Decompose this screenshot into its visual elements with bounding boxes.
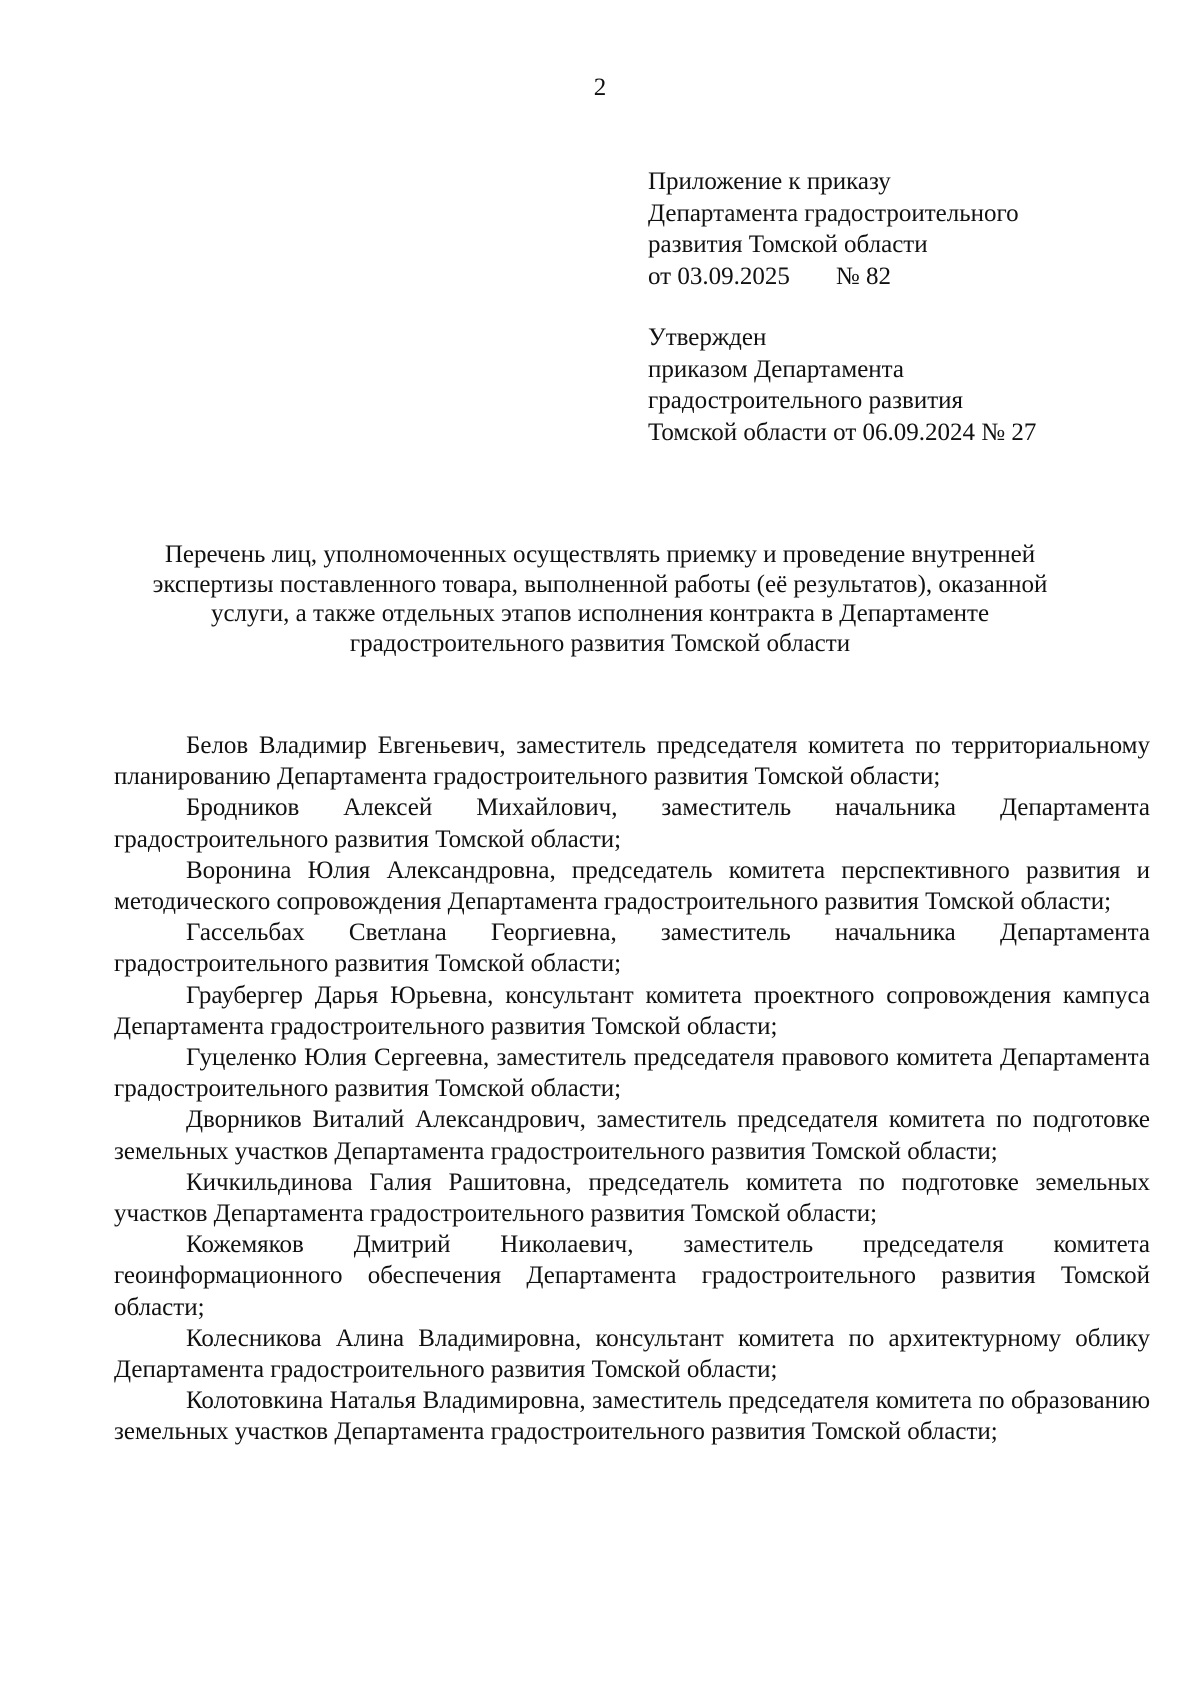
appendix-line: Приложение к приказу: [648, 168, 891, 195]
title-line: градостроительного развития Томской области: [349, 629, 851, 657]
title-line: Перечень лиц, уполномоченных осуществлять приемку и проведение внутренней: [164, 541, 1036, 568]
appendix-date-line: [648, 261, 1168, 293]
person-entry: Бродников Алексей Михайлович, заместитель начальника Департамента градостроительного развития Томской области;: [114, 794, 1150, 853]
person-entry: Колесникова Алина Владимировна, консультант комитета по архитектурному облику Департамента градостроительного развития Томской области;: [114, 1324, 1150, 1384]
person-entry: Кожемяков Дмитрий Николаевич, заместитель председателя комитета геоинформационного обеспечения Департамента градостроительного развития Томской области;: [114, 1231, 1150, 1321]
title-line: экспертизы поставленного товара, выполненной работы (её результатов), оказанной: [152, 570, 1048, 598]
appendix-line: развития Томской области: [648, 231, 928, 258]
page-number: 2: [593, 74, 607, 101]
approved-line: приказом Департамента: [648, 355, 904, 383]
appendix-number: № 82: [835, 262, 891, 290]
person-entry: Колотовкина Наталья Владимировна, заместитель председателя комитета по образованию земельных участков Департамента градостроительного развития Томской области;: [114, 1387, 1150, 1446]
person-entry: Белов Владимир Евгеньевич, заместитель председателя комитета по территориальному планированию Департамента градостроительного развития Томской области;: [114, 732, 1150, 791]
approved-block: [648, 322, 1168, 448]
person-entry: Воронина Юлия Александровна, председатель комитета перспективного развития и методического сопровождения Департамента градостроительного развития Томской области;: [114, 856, 1150, 916]
person-entry: Граубергер Дарья Юрьевна, консультант комитета проектного сопровождения кампуса Департамента градостроительного развития Томской области;: [114, 981, 1150, 1040]
title-line: услуги, а также отдельных этапов исполнения контракта в Департаменте: [210, 600, 990, 627]
approved-line: Утвержден: [648, 324, 767, 351]
person-entry: Гуцеленко Юлия Сергеевна, заместитель председателя правового комитета Департамента градостроительного развития Томской области;: [114, 1044, 1150, 1103]
appendix-line: Департамента градостроительного: [648, 199, 1019, 227]
appendix-block: [648, 166, 1168, 292]
approved-line: градостроительного развития: [648, 387, 964, 414]
person-entry: Гассельбах Светлана Георгиевна, заместитель начальника Департамента градостроительного развития Томской области;: [114, 919, 1150, 978]
persons-list: [114, 730, 1150, 1448]
person-entry: Дворников Виталий Александрович, заместитель председателя комитета по подготовке земельных участков Департамента градостроительного развития Томской области;: [114, 1106, 1150, 1165]
appendix-date: от 03.09.2025: [648, 262, 790, 290]
document-title: [120, 540, 1080, 658]
person-entry: Кичкильдинова Галия Рашитовна, председатель комитета по подготовке земельных участков Департамента градостроительного развития Томской области;: [114, 1168, 1150, 1228]
approved-line: Томской области от 06.09.2024 № 27: [648, 418, 1037, 446]
